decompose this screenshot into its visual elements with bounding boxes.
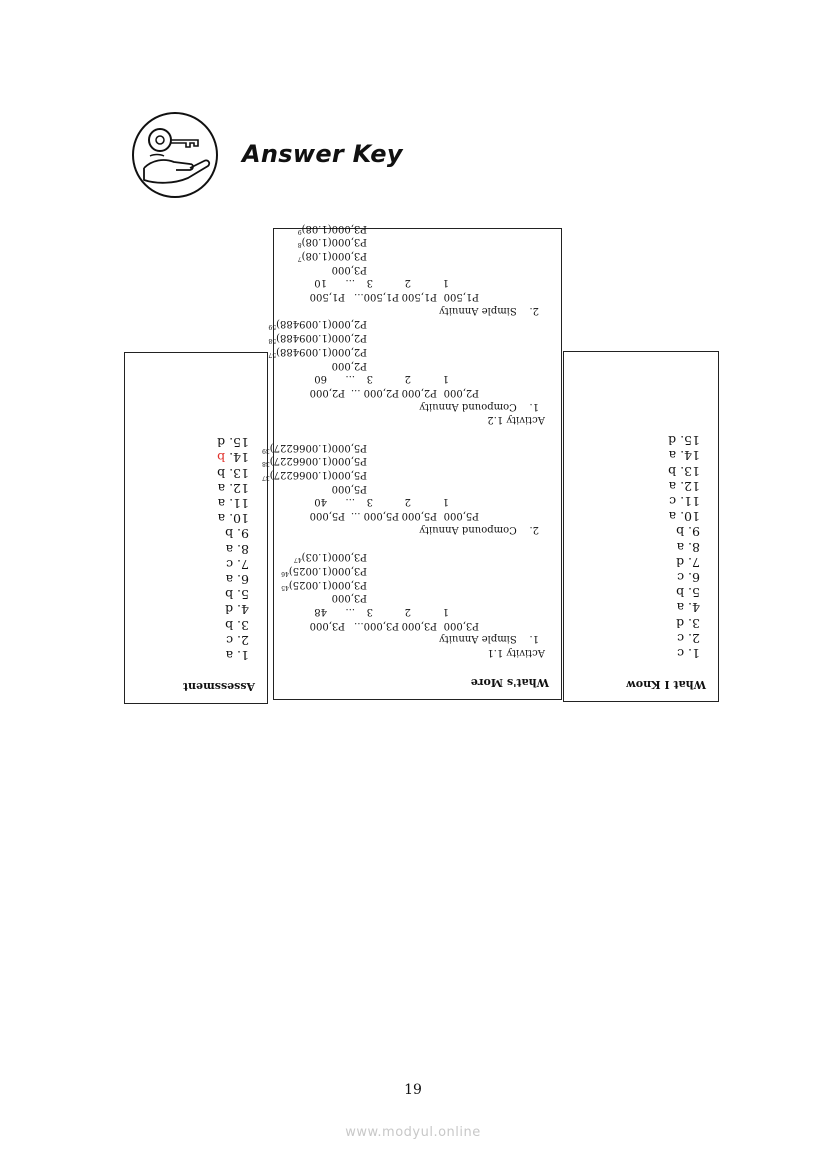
- watermark: www.modyul.online: [345, 1125, 481, 1140]
- part-title: 2. Compound Annuity: [419, 523, 539, 535]
- answer-item: 11. a: [217, 495, 249, 511]
- assessment-heading: Assessment: [182, 680, 255, 693]
- answer-item: 3. b: [225, 617, 249, 633]
- answer-item: 3. d: [676, 615, 700, 631]
- answer-item: 6. a: [225, 571, 249, 587]
- answer-item: 7. c: [226, 556, 249, 572]
- value-row: $P2,000(1.009488)^{59}$: [268, 318, 367, 331]
- answer-item: 4. d: [225, 602, 249, 618]
- activity-label: Activity 1.1: [487, 647, 545, 658]
- answer-item: 1. c: [677, 646, 700, 661]
- what-i-know-heading: What I Know: [626, 678, 706, 691]
- answer-item: 4. a: [676, 600, 700, 616]
- value-row: P2,000: [331, 359, 367, 371]
- part-title: 1. Compound Annuity: [419, 400, 539, 412]
- answer-item: 13. b: [668, 463, 700, 479]
- value-row: $P2,000(1.009488)^{58}$: [268, 332, 367, 345]
- page-number: 19: [404, 1082, 422, 1098]
- highlighted-answer: b: [217, 450, 226, 466]
- value-row: $P5,000(1.0066227)^{37}$: [262, 469, 367, 482]
- value-row: $P5,000(1.0066227)^{39}$: [262, 441, 367, 454]
- value-row: $P3,000(1.0025)^{46}$: [281, 564, 367, 577]
- activity-label: Activity 1.2: [487, 414, 545, 426]
- answer-item: 5. b: [225, 587, 249, 603]
- spacer: [284, 426, 549, 440]
- period-row: 1 2 3 ... 40: [314, 496, 449, 508]
- value-row: P5,000: [331, 482, 367, 494]
- answer-item: 7. d: [676, 554, 700, 570]
- answer-item: 14. b: [217, 450, 249, 466]
- what-i-know-box: [563, 351, 719, 702]
- assessment-answer-list: [217, 435, 249, 663]
- value-row: P3,000: [331, 263, 367, 275]
- answer-item: 10. a: [217, 511, 249, 527]
- answer-item: 5. b: [676, 585, 700, 601]
- period-row: 1 2 3 ... 10: [314, 277, 449, 289]
- spacer: [284, 536, 549, 550]
- answer-item: 13. b: [217, 465, 249, 481]
- value-row: $P3,000(1.08)^7$: [297, 250, 367, 263]
- payment-row: P3,000 P3,000 P3,000... P3,000: [309, 619, 479, 631]
- answer-item: 2. c: [677, 630, 700, 646]
- period-row: 1 2 3 ... 60: [314, 373, 449, 385]
- whats-more-heading: What's More: [470, 676, 549, 689]
- answer-item: 2. c: [226, 632, 249, 648]
- value-row: P3,000: [331, 592, 367, 604]
- what-i-know-answer-list: [668, 433, 700, 661]
- period-row: 1 2 3 ... 48: [314, 605, 449, 617]
- value-row: $P3,000(1.08)^8$: [297, 236, 367, 249]
- answer-item: 9. b: [225, 526, 249, 542]
- assessment-box: [124, 352, 268, 704]
- value-row: $P3,000(1.03)^{47}$: [293, 551, 367, 564]
- part-title: 2. Simple Annuity: [439, 304, 539, 316]
- answer-item: 15. d: [217, 435, 249, 451]
- answer-item: 8. a: [676, 539, 700, 555]
- value-row: $P3,000(1.08)^9$: [297, 222, 367, 235]
- answer-item: 8. a: [225, 541, 249, 557]
- payment-row: P2,000 P2,000 P2,000 ... P2,000: [309, 386, 479, 398]
- whats-more-box: [262, 222, 562, 700]
- payment-row: P1,500 P1,500 P1,500... P1,500: [309, 291, 479, 303]
- answer-item: 1. a: [225, 648, 249, 663]
- value-row: $P5,000(1.0066227)^{38}$: [262, 455, 367, 468]
- answer-item: 9. b: [676, 524, 700, 540]
- answer-item: 10. a: [668, 509, 700, 525]
- answer-item: 12. a: [217, 480, 249, 496]
- key-in-hand-icon: [130, 110, 220, 200]
- answer-item: 14. a: [668, 448, 700, 464]
- value-row: $P2,000(1.009488)^{57}$: [268, 345, 367, 358]
- page-title: Answer Key: [242, 140, 403, 168]
- answer-item: 6. c: [677, 569, 700, 585]
- value-row: $P3,000(1.0025)^{45}$: [281, 578, 367, 591]
- payment-row: P5,000 P5,000 P5,000 ... P5,000: [309, 510, 479, 522]
- answer-item: 15. d: [668, 433, 700, 449]
- whats-more-content: [262, 221, 549, 659]
- answer-item: 12. a: [668, 478, 700, 494]
- answer-item: 11. c: [669, 493, 700, 509]
- part-title: 1. Simple Annuity: [439, 633, 539, 645]
